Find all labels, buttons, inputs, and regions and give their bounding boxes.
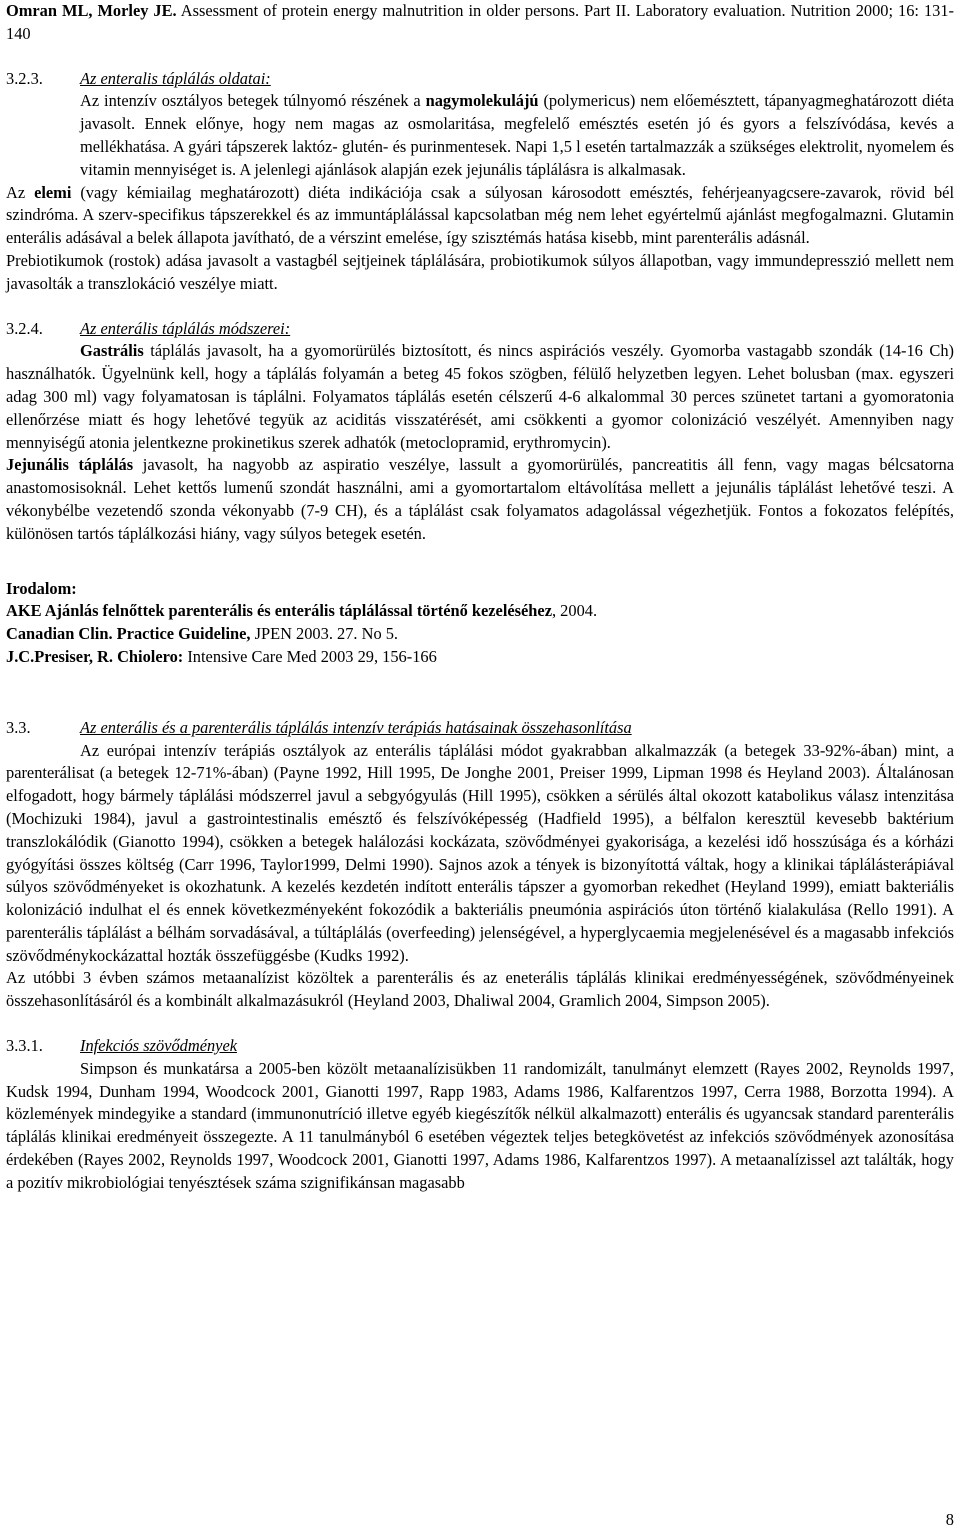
section-324-heading — [6, 318, 954, 341]
reference-3 — [6, 646, 954, 669]
section-331-title: Infekciós szövődmények — [80, 1036, 238, 1056]
section-323-heading — [6, 68, 954, 91]
reference-title: J.C.Presiser, R. Chiolero: — [6, 646, 184, 666]
reference-1 — [6, 600, 954, 623]
section-324-title: Az enterális táplálás módszerei: — [80, 318, 291, 338]
section-33-number: 3.3. — [6, 717, 31, 737]
top-reference-text: Assessment of protein energy malnutrition in older persons. Part II. Laboratory evaluation. Nutrition 2000; 16: 131-140 — [6, 1, 954, 43]
spacer — [6, 296, 954, 318]
section-33-heading — [6, 717, 954, 740]
references-heading: Irodalom: — [6, 578, 77, 598]
text-run: Simpson és munkatársa a 2005-ben közölt metaanalízisükben 11 randomizált, tanulmányt elemzett (Rayes 2002, Reynolds 1997, Kudsk 1994, Dunham 1994, Woodcock 2001, Gianotti 1997, Rapp 1983, Adams 1986, Kalfarentzos 1997, Cerra 1988, Borzotta 1994). A közlemények mindegyike a standard (immunonutríció illetve egyéb kiegészítők nélkül alkalmazott) enterális és ugyancsak standard parenterális táplálás klinikai eredményeit összegezte. A 11 tanulmányból 6 esetében végeztek teljes betegkövetést az infekciós szövődmények azonosítása érdekében (Rayes 2002, Reynolds 1997, Woodcock 2001, Gianotti 1997, Adams 1986, Kalfarentzos 1997). A metaanalízissel azt találták, hogy a pozitív mikrobiológiai tenyésztések száma szignifikánsan magasabb — [6, 1058, 954, 1192]
document-page — [6, 0, 954, 1195]
top-reference-author: Omran ML, Morley JE. — [6, 1, 177, 20]
section-331-para-1 — [6, 1058, 954, 1195]
text-run: táplálás javasolt, ha a gyomorürülés biztosított, és nincs aspirációs veszély. Gyomorba vastagabb szondák (14-16 Ch) használhatók. Ügyelnünk kell, hogy a táplálás folyamán a beteg 45 fokos szögben, félülő helyzetben legyen. Lehet bolusban (max. egyszeri adag 300 ml) vagy folyamatosan is táplálni. Folyamatos táplálás esetén célszerű 4-6 alkalommal 30 perces szünetet tartani a gyomoratonia ellenőrzése miatt és hogy lehetővé tegyük az aciditás visszatérését, ami csökkenti a gyomor colonizáció veszélyét. Amennyiben nagy mennyiségű atonia jelentkezne prokinetikus szerek adhatók (metoclopramid, erythromycin). — [6, 341, 954, 452]
section-323-para-2 — [6, 182, 954, 250]
reference-detail: , 2004. — [551, 601, 598, 621]
section-324-para-1 — [6, 340, 954, 454]
text-run: Az intenzív osztályos betegek túlnyomó részének a — [80, 91, 426, 111]
section-33-para-1 — [6, 740, 954, 968]
reference-detail: JPEN 2003. 27. No 5. — [250, 624, 399, 644]
text-run: (vagy kémiailag meghatározott) diéta indikációja csak a súlyosan károsodott emésztés, fehérjeanyagcsere-zavarok, rövid bél szindróma. A szerv-specifikus tápszerekkel és az immuntáplálással kapcsolatban még nem lehet egyértelmű ajánlást megfogalmazni. Glutamin enterális adásával a belek állapota javítható, de a vérszint emelése, így szisztémás hatása kisebb, mint parenterális adásnál. — [6, 182, 954, 248]
indent — [6, 741, 80, 760]
bold-term: Jejunális táplálás — [6, 455, 134, 475]
section-323-number: 3.2.3. — [6, 68, 43, 88]
page-number: 8 — [945, 1510, 954, 1529]
text-run: Az — [6, 182, 35, 202]
top-reference — [6, 0, 954, 46]
section-323-para-3: Prebiotikumok (rostok) adása javasolt a vastagbél sejtjeinek táplálására, probiotikumok súlyos állapotban, vagy immundepresszió mellett nem javasolták a transzlokáció veszélye miatt. — [6, 250, 954, 293]
spacer — [6, 546, 954, 578]
indent — [6, 341, 80, 360]
reference-title: AKE Ajánlás felnőttek parenterális és enterális táplálással történő kezeléséhez — [6, 601, 552, 621]
bold-term: nagymolekulájú — [425, 91, 539, 111]
section-323-para-1 — [6, 90, 954, 181]
spacer — [6, 701, 954, 717]
text-run: (polymericus) nem előemésztett, tápanyagmeghatározott diéta javasolt. Ennek előnye, hogy nem magas az osmolaritása, megfelelő emésztés esetén jó és gyors a felszívódása, kevés a mellékhatása. A gyári tápszerek laktóz- glutén- és purinmentesek. Napi 1,5 l esetén tartalmazzák a szükséges elektrolit, nyomelem és vitamin mennyiséget is. A jelenlegi ajánlások alapján ezek jejunális táplálásra is alkalmasak. — [80, 91, 954, 179]
section-324-para-2 — [6, 454, 954, 545]
section-323-title: Az enteralis táplálás oldatai: — [80, 68, 271, 88]
bold-term: Gastrális — [80, 341, 144, 361]
text-run: javasolt, ha nagyobb az aspiratio veszélye, lassult a gyomorürülés, pancreatitis áll fenn, vagy magas bélcsatorna anastomosisoknál. Lehet kettős lumenű szondát használni, ami a gyomortartalom eltávolítása mellett a jejunális táplálást lehetővé teszi. A vékonybélbe vezetendő szonda vékonyabb (7-9 CH), és a táplálást csak folyamatos adagolással végezhetjük. Fontos a fokozatos felépítés, különösen tartós táplálkozási hiány, vagy súlyos betegek esetén. — [6, 455, 954, 543]
section-33-title: Az enterális és a parenterális táplálás intenzív terápiás hatásainak összehasonlítása — [80, 717, 632, 737]
reference-detail: Intensive Care Med 2003 29, 156-166 — [183, 646, 437, 666]
indent — [6, 1059, 80, 1078]
text-run: Az európai intenzív terápiás osztályok az enterális táplálási módot gyakrabban alkalmazzák (a betegek 33-92%-ában) mint, a parenterálisat (a betegek 12-71%-ában) (Payne 1992, Hill 1995, De Jonghe 2001, Preiser 1999, Lipman 1998 és Heyland 2003). Általánosan elfogadott, hogy bármely táplálási módszerrel javul a sebgyógyulás (Hill 1995), csökken a sérülés által okozott katabolikus válasz intenzitása (Mochizuki 1984), javul a gastrointestinalis emésztő és felszívóképesség (Hadfield 1995), a bélfalon keresztül kevesebb baktérium transzlokálódik (Gianotto 1994), csökken a betegek halálozási kockázata, szövődményei gyakorisága, a kezelési idő hosszúsága és a kórházi gyógyítási összes költség (Carr 1996, Taylor1999, Delmi 1990). Sajnos azok a tények is bizonyítottá váltak, hogy a klinikai táplálásterápiával súlyos szövődményeket is okozhatunk. A kezelés kezdetén indított enterális tápszer a gyomorban rekedhet (Heyland 1999), emiatt bakteriális kolonizáció indulhat el és ennek következményeként fokozódik a bakteriális pneumónia aspirációs úton történő kialakulása (Rello 1991). A parenterális táplálást a bélhám sorvadásával, a túltáplálás (overfeeding) jelenségével, a hyperglycaemia megjelenésével és a magasabb infekciós szövődménykockázattal hozták összefüggésbe (Kudks 1992). — [6, 740, 954, 965]
spacer — [6, 46, 954, 68]
section-331-number: 3.3.1. — [6, 1036, 43, 1056]
bold-term: elemi — [34, 182, 72, 202]
spacer — [6, 1013, 954, 1035]
spacer — [6, 669, 954, 701]
section-33-para-2: Az utóbbi 3 évben számos metaanalízist közöltek a parenterális és az eneterális táplálás klinikai eredményességének, szövődményeinek összehasonlításáról és a kombinált alkalmazásukról (Heyland 2003, Dhaliwal 2004, Gramlich 2004, Simpson 2005). — [6, 968, 954, 1011]
section-331-heading — [6, 1035, 954, 1058]
reference-title: Canadian Clin. Practice Guideline, — [6, 624, 251, 644]
reference-2 — [6, 623, 954, 646]
section-324-number: 3.2.4. — [6, 318, 43, 338]
